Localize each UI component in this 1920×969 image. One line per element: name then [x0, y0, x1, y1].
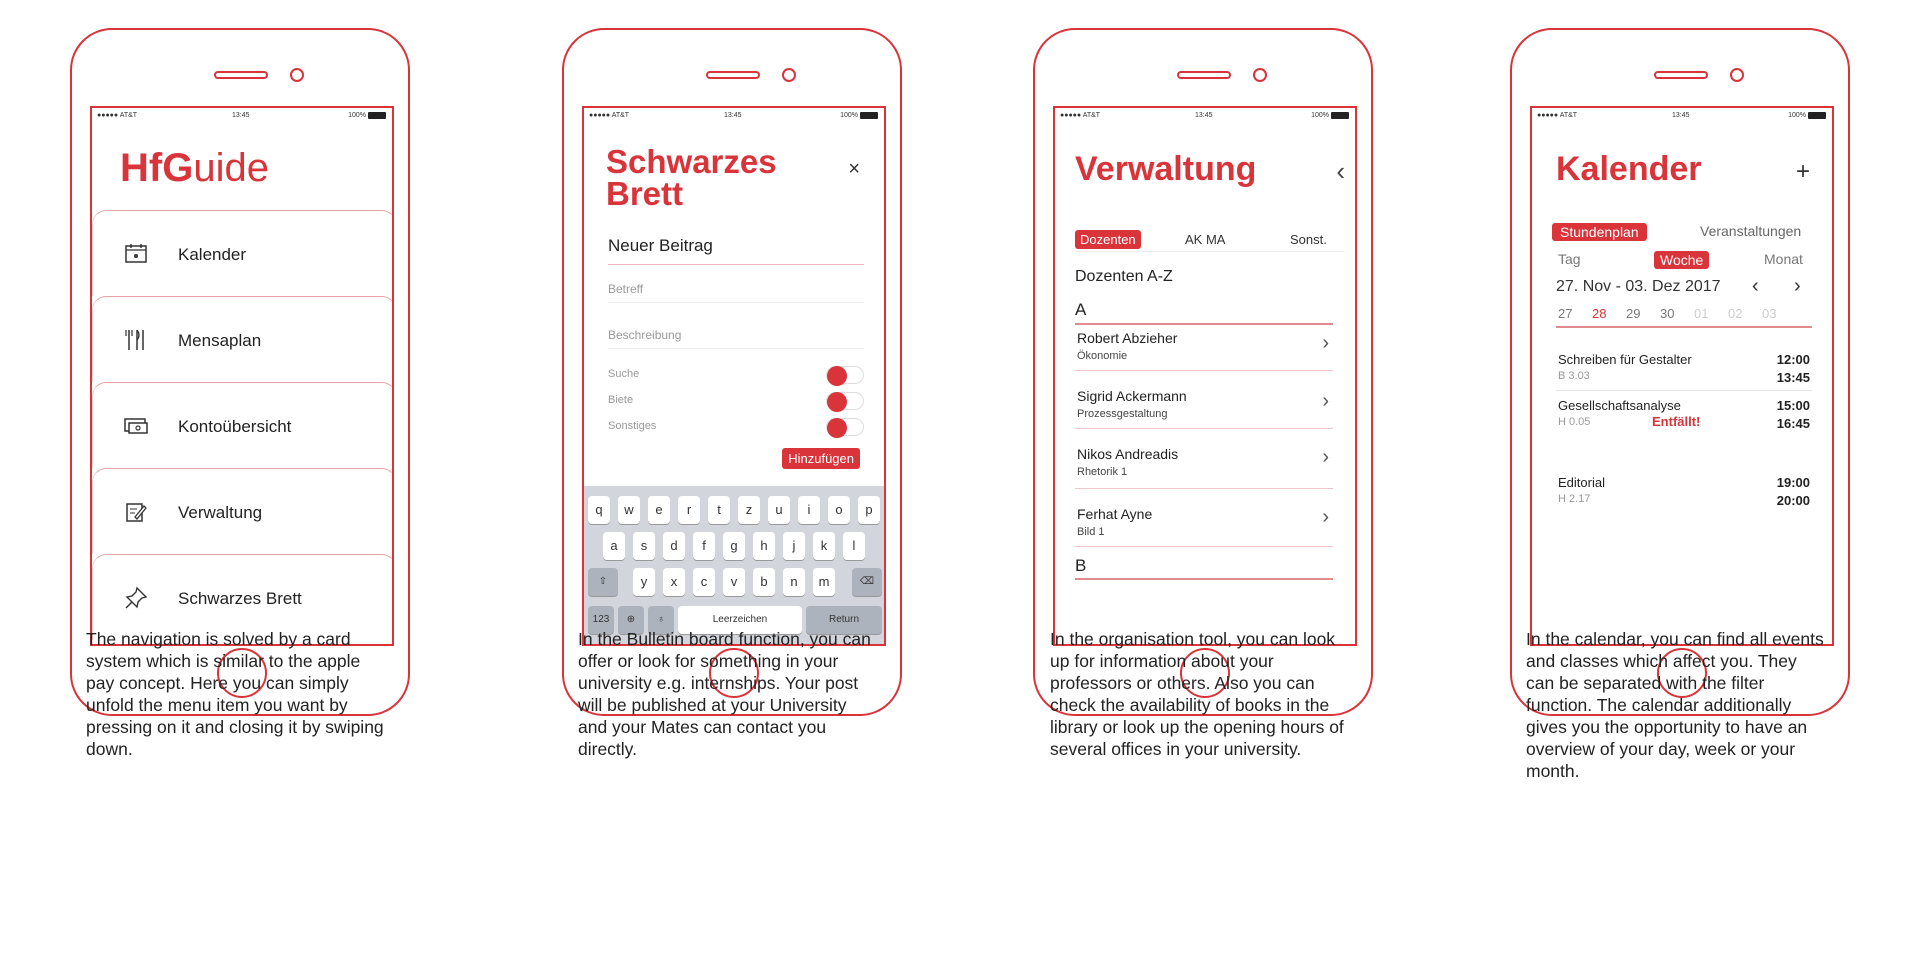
menu-item-mensaplan[interactable]: [92, 296, 394, 382]
divider: [1075, 370, 1333, 371]
menu-item-kalender[interactable]: [92, 210, 394, 296]
event-start: 15:00: [1776, 398, 1810, 413]
person-subject: Rhetorik 1: [1077, 466, 1128, 478]
key-c[interactable]: c: [693, 568, 715, 596]
event-end: 13:45: [1776, 370, 1810, 385]
tab-ak-ma[interactable]: AK MA: [1185, 232, 1226, 247]
key-a[interactable]: a: [603, 532, 625, 560]
caption-calendar: In the calendar, you can find all events and classes which affect you. They can be separated with the filter function. The calendar additionally gives you the opportunity to have an overview of your day, week or your month.: [1526, 629, 1824, 781]
toggle-label-biete: Biete: [608, 394, 634, 406]
menu-item-kontouebersicht[interactable]: [92, 382, 394, 468]
divider: [608, 264, 864, 265]
key-u[interactable]: u: [768, 496, 790, 524]
camera: [290, 68, 304, 82]
key-o[interactable]: o: [828, 496, 850, 524]
keyboard: [584, 486, 886, 646]
wallet-icon: [123, 413, 149, 439]
day-27[interactable]: 27: [1558, 306, 1573, 321]
toggle-knob: [827, 366, 847, 386]
filter-veranstaltungen[interactable]: Veranstaltungen: [1700, 223, 1802, 239]
event-room: H 2.17: [1558, 493, 1591, 505]
carrier-label: ●●●●● AT&T: [97, 112, 138, 119]
carrier-label: ●●●●● AT&T: [1060, 112, 1101, 119]
divider: [1556, 326, 1812, 328]
view-tag[interactable]: Tag: [1558, 251, 1581, 267]
caption-bulletin: In the Bulletin board function, you can offer or look for something in your university e.g. internships. Your post will be published at your University and your Mates can contact you directly.: [578, 629, 871, 759]
day-29[interactable]: 29: [1626, 306, 1641, 321]
day-30[interactable]: 30: [1660, 306, 1675, 321]
status-time: 13:45: [1672, 112, 1690, 119]
status-bar: [92, 108, 392, 124]
event-room: B 3.03: [1558, 370, 1590, 382]
menu-label: Mensaplan: [178, 331, 262, 350]
battery-label: 100%: [348, 112, 366, 119]
status-bar: [584, 108, 884, 124]
letter-heading-b: B: [1075, 556, 1087, 575]
new-post-heading: Neuer Beitrag: [608, 236, 713, 255]
caption-navigation: The navigation is solved by a card system which is similar to the apple pay concept. Here you can simply unfold the menu item you want by pressing on it and closing it by swiping down.: [86, 629, 384, 759]
phone-kalender: [1510, 28, 1850, 716]
divider: [608, 302, 864, 303]
status-bar: [1055, 108, 1355, 124]
menu-label: Kontoübersicht: [178, 417, 292, 436]
filter-stundenplan[interactable]: Stundenplan: [1552, 223, 1647, 241]
person-name[interactable]: Robert Abzieher: [1077, 330, 1178, 346]
battery-label: 100%: [1311, 112, 1329, 119]
divider: [1556, 390, 1812, 391]
chevron-left-icon[interactable]: ‹: [1336, 156, 1345, 186]
key-s[interactable]: s: [633, 532, 655, 560]
phone-hfguide: [70, 28, 410, 716]
speaker: [214, 71, 268, 79]
event-title[interactable]: Schreiben für Gestalter: [1558, 352, 1692, 367]
person-name[interactable]: Nikos Andreadis: [1077, 446, 1179, 462]
space-key[interactable]: Leerzeichen: [678, 606, 802, 634]
key-l[interactable]: l: [843, 532, 865, 560]
key-f[interactable]: f: [693, 532, 715, 560]
key-x[interactable]: x: [663, 568, 685, 596]
pin-icon: [123, 585, 149, 611]
speaker: [706, 71, 760, 79]
logo-thin: uide: [193, 146, 269, 190]
key-n[interactable]: n: [783, 568, 805, 596]
app-logo: [120, 146, 269, 191]
event-title[interactable]: Editorial: [1558, 475, 1605, 490]
camera: [1730, 68, 1744, 82]
page-title: Kalender: [1556, 150, 1702, 188]
calendar-icon: [123, 241, 149, 267]
chevron-right-icon[interactable]: ›: [1322, 390, 1329, 412]
toggle-label-sonstiges: Sonstiges: [608, 420, 657, 432]
toggle-knob: [827, 392, 847, 412]
phone-verwaltung: [1033, 28, 1373, 716]
key-m[interactable]: m: [813, 568, 835, 596]
person-subject: Bild 1: [1077, 526, 1105, 538]
toggle-suche[interactable]: [826, 366, 864, 384]
description-input[interactable]: Beschreibung: [608, 328, 682, 342]
key-p[interactable]: p: [858, 496, 880, 524]
screen-home: [90, 106, 394, 646]
carrier-label: ●●●●● AT&T: [589, 112, 630, 119]
toggle-label-suche: Suche: [608, 368, 640, 380]
add-button[interactable]: Hinzufügen: [782, 448, 860, 469]
key-j[interactable]: j: [783, 532, 805, 560]
view-monat[interactable]: Monat: [1764, 251, 1803, 267]
return-key[interactable]: Return: [806, 606, 882, 634]
edit-icon: [123, 499, 149, 525]
toggle-sonstiges[interactable]: [826, 418, 864, 436]
caption-organisation: In the organisation tool, you can look up for information about your professors or others. Also you can check the availability of books in the library or look up the opening hours of several offices in your university.: [1050, 629, 1344, 759]
screen-verwaltung: [1053, 106, 1357, 646]
globe-icon[interactable]: ⊕: [618, 606, 644, 634]
divider: [1075, 323, 1333, 325]
chevron-right-icon[interactable]: ›: [1794, 275, 1801, 297]
battery-icon: [1808, 112, 1826, 119]
status-time: 13:45: [1195, 112, 1213, 119]
backspace-key[interactable]: ⌫: [852, 568, 882, 596]
microphone-icon[interactable]: ♁: [648, 606, 674, 634]
day-03[interactable]: 03: [1762, 306, 1777, 321]
key-d[interactable]: d: [663, 532, 685, 560]
menu-label: Schwarzes Brett: [178, 589, 302, 608]
key-g[interactable]: g: [723, 532, 745, 560]
logo-bold: HfG: [120, 146, 194, 190]
section-heading: Dozenten A-Z: [1075, 268, 1173, 285]
date-range: 27. Nov - 03. Dez 2017: [1556, 278, 1721, 295]
key-y[interactable]: y: [633, 568, 655, 596]
battery-icon: [368, 112, 386, 119]
key-h[interactable]: h: [753, 532, 775, 560]
day-01[interactable]: 01: [1694, 306, 1709, 321]
divider: [1075, 488, 1333, 489]
key-i[interactable]: i: [798, 496, 820, 524]
event-end: 20:00: [1776, 493, 1810, 508]
screen-bulletin: [582, 106, 886, 646]
menu-label: Verwaltung: [178, 503, 263, 522]
numbers-key[interactable]: 123: [588, 606, 614, 634]
person-subject: Ökonomie: [1077, 350, 1128, 362]
speaker: [1654, 71, 1708, 79]
key-r[interactable]: r: [678, 496, 700, 524]
tab-sonst[interactable]: Sonst.: [1290, 232, 1327, 247]
status-bar: [1532, 108, 1832, 124]
chevron-right-icon[interactable]: ›: [1322, 332, 1329, 354]
close-icon[interactable]: ×: [848, 158, 860, 180]
divider: [608, 348, 864, 349]
event-start: 19:00: [1776, 475, 1810, 490]
cutlery-icon: [123, 327, 149, 353]
key-t[interactable]: t: [708, 496, 730, 524]
carrier-label: ●●●●● AT&T: [1537, 112, 1578, 119]
day-28[interactable]: 28: [1592, 306, 1607, 321]
chevron-right-icon[interactable]: ›: [1322, 446, 1329, 468]
person-name[interactable]: Sigrid Ackermann: [1077, 388, 1187, 404]
battery-label: 100%: [840, 112, 858, 119]
event-room: H 0.05: [1558, 416, 1591, 428]
page-title: Verwaltung: [1075, 150, 1257, 188]
key-z[interactable]: z: [738, 496, 760, 524]
phone-bulletin-board: [562, 28, 902, 716]
subject-input[interactable]: Betreff: [608, 282, 644, 296]
shift-key[interactable]: ⇧: [588, 568, 618, 596]
divider: [1075, 428, 1333, 429]
tab-dozenten[interactable]: Dozenten: [1075, 230, 1141, 249]
key-q[interactable]: q: [588, 496, 610, 524]
cancelled-badge: Entfällt!: [1652, 414, 1701, 429]
menu-item-verwaltung[interactable]: [92, 468, 394, 554]
battery-icon: [1331, 112, 1349, 119]
speaker: [1177, 71, 1231, 79]
tab-bar: [1075, 230, 1345, 252]
toggle-biete[interactable]: [826, 392, 864, 410]
page-title: Schwarzes Brett: [606, 143, 777, 212]
battery-icon: [860, 112, 878, 119]
chevron-left-icon[interactable]: ‹: [1752, 275, 1759, 297]
event-end: 16:45: [1776, 416, 1810, 431]
status-time: 13:45: [724, 112, 742, 119]
camera: [1253, 68, 1267, 82]
screen-kalender: [1530, 106, 1834, 646]
key-k[interactable]: k: [813, 532, 835, 560]
menu-label: Kalender: [178, 245, 247, 264]
toggle-knob: [827, 418, 847, 438]
letter-heading-a: A: [1075, 300, 1087, 319]
chevron-right-icon[interactable]: ›: [1322, 506, 1329, 528]
key-b[interactable]: b: [753, 568, 775, 596]
view-woche[interactable]: Woche: [1654, 251, 1709, 269]
day-02[interactable]: 02: [1728, 306, 1743, 321]
key-e[interactable]: e: [648, 496, 670, 524]
event-start: 12:00: [1776, 352, 1810, 367]
key-w[interactable]: w: [618, 496, 640, 524]
divider: [1075, 578, 1333, 580]
event-title[interactable]: Gesellschaftsanalyse: [1558, 398, 1681, 413]
status-time: 13:45: [232, 112, 250, 119]
divider: [1075, 546, 1333, 547]
battery-label: 100%: [1788, 112, 1806, 119]
camera: [782, 68, 796, 82]
person-subject: Prozessgestaltung: [1077, 408, 1168, 420]
person-name[interactable]: Ferhat Ayne: [1077, 506, 1153, 522]
add-event-button[interactable]: +: [1795, 158, 1810, 185]
key-v[interactable]: v: [723, 568, 745, 596]
